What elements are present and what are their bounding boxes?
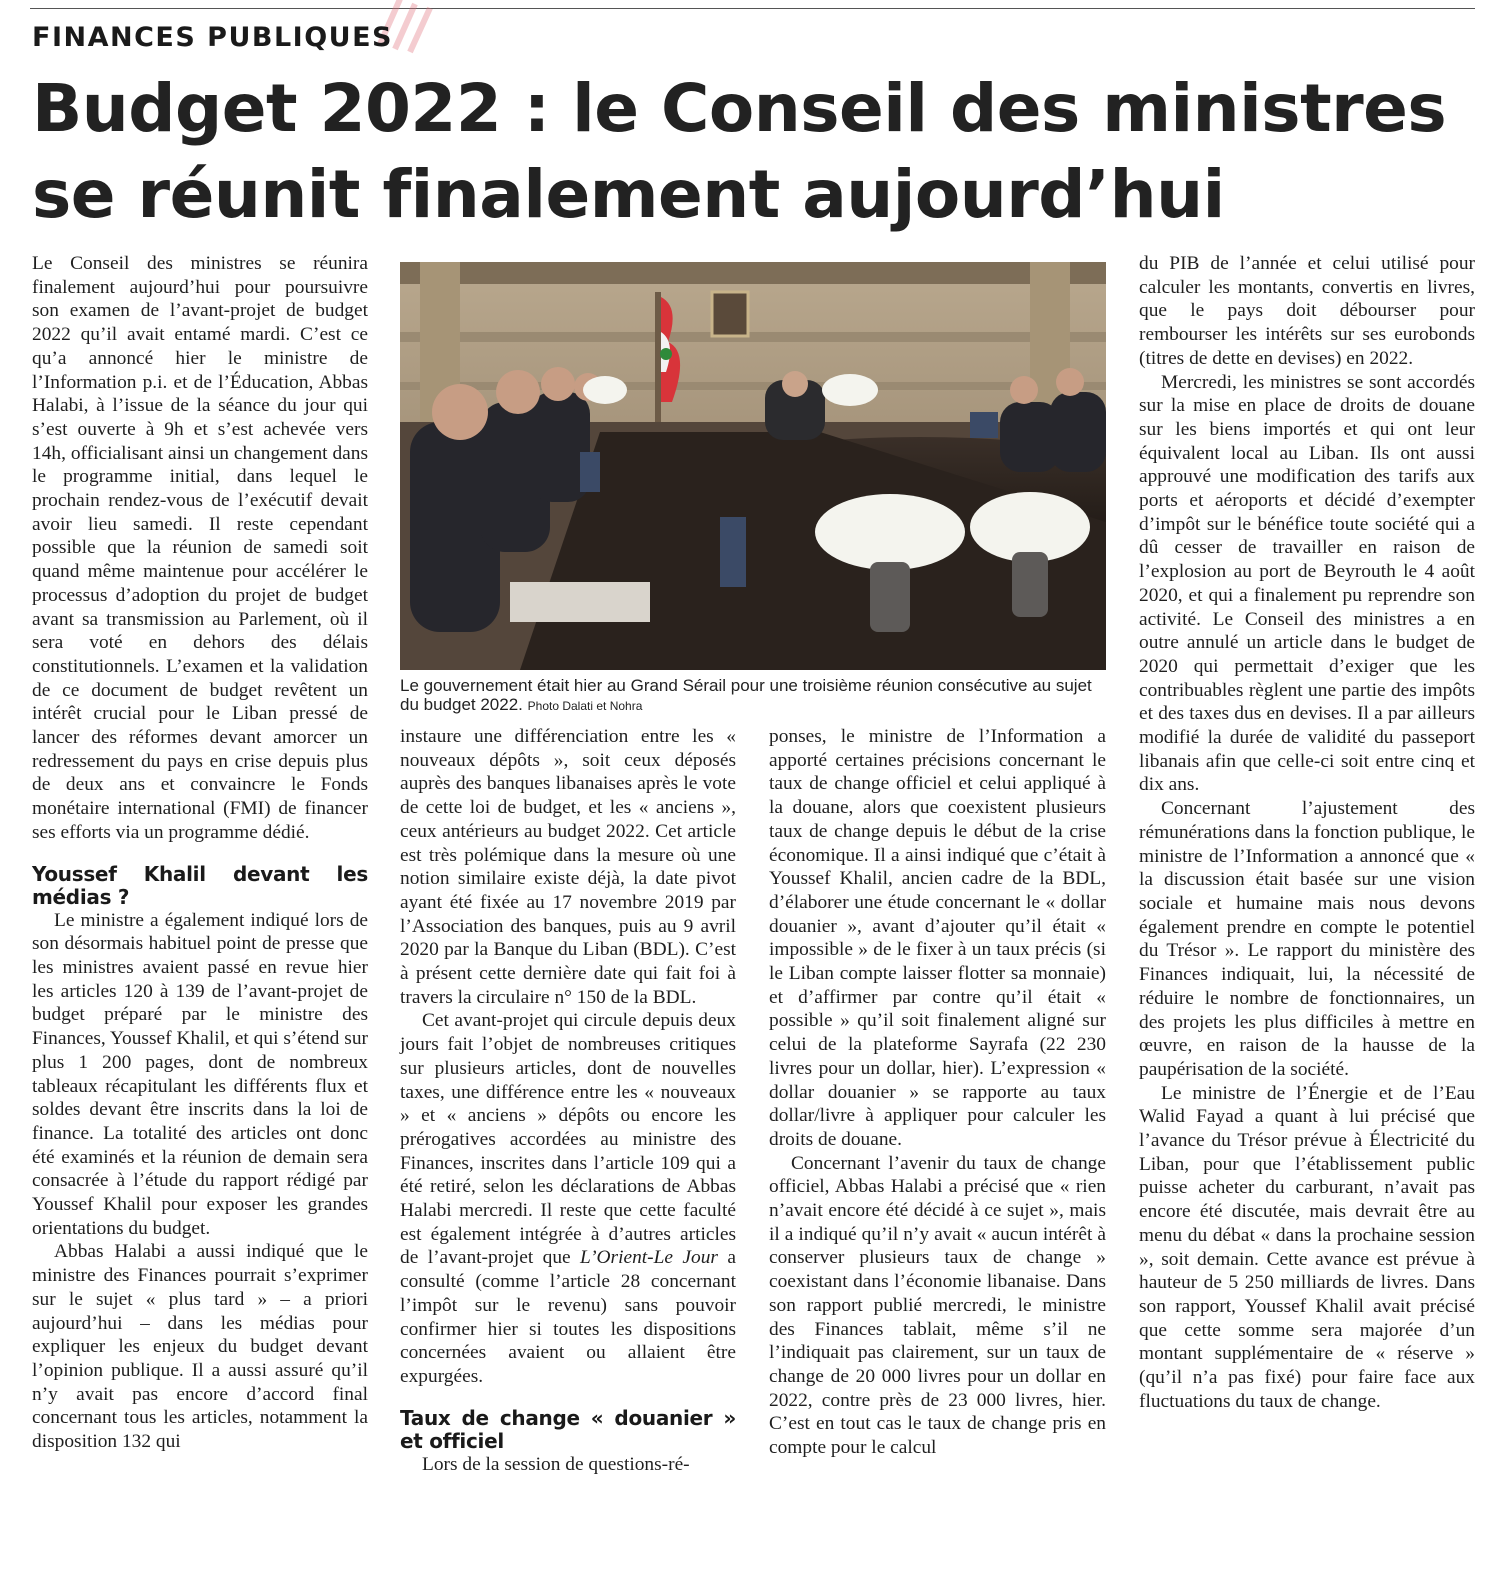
headline xyxy=(32,66,1472,238)
paragraph: Abbas Halabi a aussi indiqué que le ministre des Finances pourrait s’exprimer sur le sujet « plus tard » – a priori aujourd’hui – dans les médias pour expliquer les enjeux du budget devant l’opinion publique. Il a aussi assuré qu’il n’y avait pas encore d’accord final concernant tous les articles, notamment la disposition 132 qui xyxy=(32,1241,368,1453)
headline-line-1: Budget 2022 : le Conseil des ministres xyxy=(32,70,1447,147)
paragraph: ponses, le ministre de l’Information a apporté certaines précisions concernant le taux de change officiel et celui appliqué à la douane, alors que coexistent plusieurs taux de change depuis le début de la crise économique. Il a ainsi indiqué que c’était à Youssef Khalil, ancien cadre de la BDL, d’élaborer une étude concernant le « dollar douanier », avant d’ajouter qu’il était « impossible » de le fixer à un taux précis (si le Liban compte laisser flotter sa monnaie) et d’affirmer par contre qu’il était « possible » qu’il soit finalement aligné sur celui de la plateforme Sayrafa (22 230 livres pour un dollar, hier). L’expression « dollar douanier » se rapporte au taux dollar/livre à appliquer pour calculer les droits de douane. xyxy=(769,726,1106,1150)
subheading: Youssef Khalil devant les médias ? xyxy=(32,861,368,909)
section-rubric: FINANCES PUBLIQUES xyxy=(32,22,393,53)
paragraph: Mercredi, les ministres se sont accordés sur la mise en place de droits de douane sur les biens importés et qui ont leur équivalent local au Liban. Ils ont aussi approuvé une modification des tarifs aux ports et aéroports et décidé d’exempter d’impôt sur le bénéfice toute société qui a dû cesser de travailler en raison de l’explosion au port de Beyrouth le 4 août 2020, et qui a finalement pu reprendre son activité. Le Conseil des ministres a en outre annulé un article dans le budget de 2020 qui permettait d’exiger que les contribuables règlent une partie des impôts et des taxes dus en devises. Il a par ailleurs modifié la durée de validité du passeport libanais afin que celle-ci soit entre cinq et dix ans. xyxy=(1139,371,1475,796)
article-column-2 xyxy=(400,725,736,1476)
cabinet-meeting-photo xyxy=(400,262,1106,670)
paragraph: Le ministre de l’Énergie et de l’Eau Walid Fayad a quant à lui précisé que l’avance du Trésor prévue à Électricité du Liban, pour que l’établissement public puisse acheter du carburant, n’avait pas encore été discutée, mais devrait être au menu du débat « dans la prochaine session », soit demain. Cette avance est prévue à hauteur de 5 250 milliards de livres. Dans son rapport, Youssef Khalil avait précisé que cette somme sera majorée d’un montant supplémentaire de « réserve » (qu’il n’a pas fixé) pour faire face aux fluctuations du taux de change. xyxy=(1139,1082,1475,1412)
article-column-4 xyxy=(1139,252,1475,1413)
publication-name: L’Orient-Le Jour xyxy=(580,1247,718,1269)
article-column-3 xyxy=(769,725,1106,1460)
caption-text: Le gouvernement était hier au Grand Sérail pour une troisième réunion consécutive au sujet du budget 2022. xyxy=(400,676,1092,714)
paragraph: Le ministre a également indiqué lors de son désormais habituel point de presse que les ministres avaient passé en revue hier les articles 120 à 139 de l’avant-projet de budget préparé par le ministre des Finances, Youssef Khalil, et qui s’étend sur plus 1 200 pages, dont de nombreux tableaux récapitulant les différents flux et soldes devant être inscrits dans la loi de finance. La totalité des articles ont donc été examinés et la réunion de demain sera consacrée à l’étude du rapport rédigé par Youssef Khalil pour exposer les grandes orientations du budget. xyxy=(32,909,368,1239)
paragraph: Cet avant-projet qui circule depuis deux jours fait l’objet de nombreuses critiques sur plusieurs articles, dont de nouvelles taxes, une différence entre les « nouveaux » et « anciens » dépôts ou encore les prérogatives accordées au ministre des Finances, inscrites dans l’article 109 qui a été retiré, selon les déclarations de Abbas Halabi mercredi. Il reste que cette faculté est également intégrée à d’autres articles de l’avant-projet que L’Orient-Le Jour a consulté (comme l’article 28 concernant l’impôt sur le revenu) sans pouvoir confirmer hier si toutes les dispositions concernées avaient ou allaient être expurgées. xyxy=(400,1010,736,1387)
subheading: Taux de change « douanier » et officiel xyxy=(400,1405,736,1453)
paragraph: instaure une différenciation entre les « nouveaux dépôts », soit ceux déposés auprès des banques libanaises après le vote de cette loi de budget, et les « anciens », ceux antérieurs au budget 2022. Cet article est très polémique dans la mesure où une notion similaire existe déjà, la date pivot ayant été fixée au 17 novembre 2019 par l’Association des banques, puis au 9 avril 2020 par la Banque du Liban (BDL). C’est à présent cette dernière date qui fait foi à travers la circulaire n° 150 de la BDL. xyxy=(400,726,736,1008)
paragraph: du PIB de l’année et celui utilisé pour calculer les montants, convertis en livres, que le pays doit débourser pour rembourser les intérêts sur ses eurobonds (titres de dette en devises) en 2022. xyxy=(1139,253,1475,369)
paragraph: Le Conseil des ministres se réunira finalement aujourd’hui pour poursuivre son examen de l’avant-projet de budget 2022 qu’il avait entamé mardi. C’est ce qu’a annoncé hier le ministre de l’Information p.i. et de l’Éducation, Abbas Halabi, à l’issue de la séance du jour qui s’est ouverte à 9h et s’est achevée vers 14h, officialisant ainsi un changement dans le programme initial, dans lequel le prochain rendez-vous de l’exécutif devait avoir lieu samedi. Il reste cependant possible que la réunion de samedi soit quand même maintenue pour accélérer le processus d’adoption du projet de budget avant sa transmission au Parlement, où il sera voté en dehors des délais constitutionnels. L’examen et la validation de ce document de budget revêtent un intérêt crucial pour le Liban pressé de lancer des réformes devant amorcer un redressement du pays en crise depuis plus de deux ans et convaincre le Fonds monétaire international (FMI) de financer ses efforts via un programme dédié. xyxy=(32,253,368,843)
photo-caption xyxy=(400,676,1106,716)
article-column-1 xyxy=(32,252,368,1454)
photo-illustration xyxy=(400,262,1106,670)
paragraph: Concernant l’avenir du taux de change officiel, Abbas Halabi a précisé que « rien n’avait encore été décidé à ce sujet », mais il a indiqué qu’il n’y avait « aucun intérêt à conserver plusieurs taux de change » coexistant dans l’économie libanaise. Dans son rapport publié mercredi, le ministre des Finances tablait, même s’il ne l’indiquait pas clairement, sur un taux de change de 20 000 livres pour un dollar en 2022, contre près de 23 000 livres, hier. C’est en tout cas le taux de change pris en compte pour le calcul xyxy=(769,1152,1106,1459)
paragraph: Concernant l’ajustement des rémunérations dans la fonction publique, le ministre de l’Information a annoncé que « la discussion était basée sur une vision sociale et humaine mais nous devons également prendre en compte le potentiel du Trésor ». Le rapport du ministère des Finances indiquait, lui, la nécessité de réduire le nombre de fonctionnaires, un des projets les plus difficiles à mettre en œuvre, en raison de la hausse de la paupérisation de la société. xyxy=(1139,798,1476,1080)
top-rule xyxy=(30,8,1475,9)
paragraph: Lors de la session de questions-ré- xyxy=(422,1453,690,1475)
headline-line-2: se réunit finalement aujourd’hui xyxy=(32,156,1225,233)
photo-credit: Photo Dalati et Nohra xyxy=(527,699,643,713)
